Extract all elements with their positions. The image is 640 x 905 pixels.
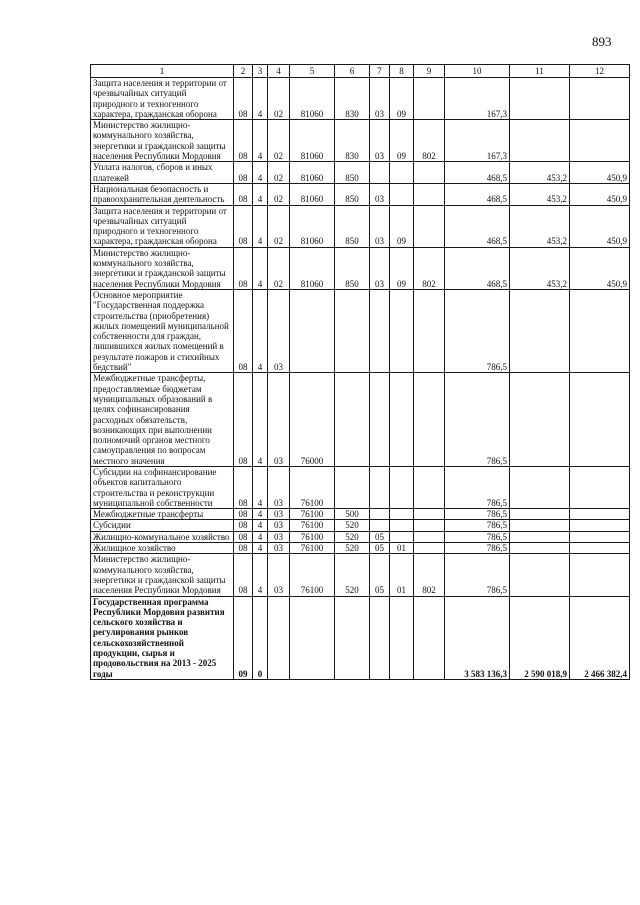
row-name-cell: Защита населения и территории от чрезвычайных ситуаций природного и техногенного характера, гражданская оборона: [91, 78, 234, 120]
value-cell: [414, 183, 445, 205]
value-cell: 08: [234, 120, 253, 162]
value-cell: [268, 596, 290, 679]
value-cell: [570, 520, 630, 531]
value-cell: 520: [335, 543, 370, 554]
row-name-cell: Министерство жилищно-коммунального хозяйства, энергетики и гражданской защиты населения Республики Мордовия: [91, 247, 234, 289]
value-cell: 4: [253, 120, 268, 162]
value-cell: 08: [234, 205, 253, 247]
table-row: [91, 520, 630, 531]
value-cell: [370, 596, 390, 679]
header-cell: 4: [268, 65, 290, 78]
header-cell: 11: [510, 65, 570, 78]
value-cell: 850: [335, 247, 370, 289]
value-cell: [570, 554, 630, 596]
value-cell: 850: [335, 205, 370, 247]
value-cell: [370, 509, 390, 520]
budget-table: [90, 64, 630, 680]
row-name-cell: Министерство жилищно-коммунального хозяйства, энергетики и гражданской защиты населения Республики Мордовия: [91, 554, 234, 596]
value-cell: 03: [370, 205, 390, 247]
table-row: [91, 183, 630, 205]
value-cell: 03: [268, 373, 290, 467]
row-name-cell: Уплата налогов, сборов и иных платежей: [91, 162, 234, 184]
value-cell: 4: [253, 520, 268, 531]
value-cell: [390, 509, 414, 520]
row-name-cell: Субсидии: [91, 520, 234, 531]
value-cell: 786,5: [445, 554, 510, 596]
value-cell: [414, 162, 445, 184]
value-cell: 468,5: [445, 162, 510, 184]
value-cell: [510, 78, 570, 120]
value-cell: [390, 162, 414, 184]
header-cell: 5: [290, 65, 335, 78]
value-cell: [390, 289, 414, 372]
value-cell: [570, 373, 630, 467]
table-body: [91, 78, 630, 680]
value-cell: [370, 373, 390, 467]
value-cell: [570, 289, 630, 372]
table-row: [91, 531, 630, 542]
value-cell: 03: [370, 247, 390, 289]
value-cell: [570, 531, 630, 542]
value-cell: [510, 531, 570, 542]
value-cell: [414, 596, 445, 679]
value-cell: 4: [253, 554, 268, 596]
header-cell: 2: [234, 65, 253, 78]
value-cell: 76100: [290, 520, 335, 531]
header-cell: 3: [253, 65, 268, 78]
value-cell: 786,5: [445, 520, 510, 531]
value-cell: 802: [414, 120, 445, 162]
value-cell: 08: [234, 509, 253, 520]
value-cell: [570, 543, 630, 554]
value-cell: 786,5: [445, 289, 510, 372]
value-cell: 468,5: [445, 205, 510, 247]
value-cell: 81060: [290, 183, 335, 205]
value-cell: [414, 466, 445, 508]
value-cell: 08: [234, 543, 253, 554]
value-cell: [414, 373, 445, 467]
value-cell: 08: [234, 78, 253, 120]
value-cell: 786,5: [445, 531, 510, 542]
row-name-cell: Межбюджетные трансферты: [91, 509, 234, 520]
value-cell: 02: [268, 120, 290, 162]
value-cell: [370, 289, 390, 372]
value-cell: 03: [268, 509, 290, 520]
header-cell: 10: [445, 65, 510, 78]
value-cell: [390, 466, 414, 508]
value-cell: [390, 373, 414, 467]
value-cell: [335, 596, 370, 679]
value-cell: [570, 466, 630, 508]
value-cell: 09: [234, 596, 253, 679]
value-cell: 2 590 018,9: [510, 596, 570, 679]
table-row: [91, 554, 630, 596]
value-cell: 81060: [290, 247, 335, 289]
value-cell: [570, 509, 630, 520]
value-cell: 05: [370, 554, 390, 596]
value-cell: 09: [390, 247, 414, 289]
value-cell: 468,5: [445, 183, 510, 205]
header-cell: 12: [570, 65, 630, 78]
value-cell: 02: [268, 205, 290, 247]
value-cell: [335, 466, 370, 508]
table-row: [91, 205, 630, 247]
value-cell: [510, 120, 570, 162]
header-row: [91, 65, 630, 78]
value-cell: 4: [253, 543, 268, 554]
value-cell: 09: [390, 78, 414, 120]
value-cell: 4: [253, 531, 268, 542]
value-cell: 03: [370, 78, 390, 120]
value-cell: [414, 78, 445, 120]
value-cell: 802: [414, 247, 445, 289]
value-cell: 76100: [290, 554, 335, 596]
value-cell: 08: [234, 373, 253, 467]
value-cell: 02: [268, 183, 290, 205]
header-cell: 7: [370, 65, 390, 78]
value-cell: 450,9: [570, 205, 630, 247]
value-cell: [510, 520, 570, 531]
value-cell: 08: [234, 466, 253, 508]
value-cell: 453,2: [510, 247, 570, 289]
row-name-cell: Жилищно-коммунальное хозяйство: [91, 531, 234, 542]
table-row: [91, 466, 630, 508]
table-row: [91, 247, 630, 289]
value-cell: 520: [335, 531, 370, 542]
value-cell: 03: [268, 289, 290, 372]
value-cell: [414, 531, 445, 542]
header-cell: 9: [414, 65, 445, 78]
value-cell: 786,5: [445, 466, 510, 508]
value-cell: 802: [414, 554, 445, 596]
value-cell: 167,3: [445, 78, 510, 120]
table-row: [91, 120, 630, 162]
value-cell: 81060: [290, 162, 335, 184]
value-cell: [414, 289, 445, 372]
value-cell: 81060: [290, 78, 335, 120]
value-cell: 450,9: [570, 247, 630, 289]
value-cell: 453,2: [510, 205, 570, 247]
table-row: [91, 78, 630, 120]
value-cell: 05: [370, 531, 390, 542]
value-cell: [290, 596, 335, 679]
value-cell: 76100: [290, 509, 335, 520]
table-row: [91, 162, 630, 184]
table-row: [91, 289, 630, 372]
header-cell: 6: [335, 65, 370, 78]
value-cell: 453,2: [510, 183, 570, 205]
value-cell: 02: [268, 247, 290, 289]
value-cell: [335, 373, 370, 467]
value-cell: [510, 554, 570, 596]
value-cell: 08: [234, 162, 253, 184]
value-cell: 2 466 382,4: [570, 596, 630, 679]
value-cell: 3 583 136,3: [445, 596, 510, 679]
row-name-cell: Государственная программа Республики Мордовия развития сельского хозяйства и регулирования рынков сельскохозяйственной продукции, сырья и продовольствия на 2013 - 2025 годы: [91, 596, 234, 679]
value-cell: 76100: [290, 466, 335, 508]
value-cell: [570, 120, 630, 162]
value-cell: 850: [335, 183, 370, 205]
value-cell: 786,5: [445, 543, 510, 554]
value-cell: 500: [335, 509, 370, 520]
value-cell: [370, 162, 390, 184]
row-name-cell: Министерство жилищно-коммунального хозяйства, энергетики и гражданской защиты населения Республики Мордовия: [91, 120, 234, 162]
value-cell: [570, 78, 630, 120]
row-name-cell: Межбюджетные трансферты, предоставляемые бюджетам муниципальных образований в целях софинансирования расходных обязательств, возникающих при выполнении полномочий органов местного самоуправления по вопросам местного значения: [91, 373, 234, 467]
value-cell: 4: [253, 289, 268, 372]
value-cell: 450,9: [570, 183, 630, 205]
value-cell: [370, 520, 390, 531]
value-cell: 03: [268, 466, 290, 508]
value-cell: 4: [253, 205, 268, 247]
value-cell: 08: [234, 289, 253, 372]
row-name-cell: Жилищное хозяйство: [91, 543, 234, 554]
row-name-cell: Субсидии на софинансирование объектов капитального строительства и реконструкции муниципальной собственности: [91, 466, 234, 508]
header-cell: 1: [91, 65, 234, 78]
value-cell: 01: [390, 554, 414, 596]
value-cell: 08: [234, 247, 253, 289]
value-cell: 450,9: [570, 162, 630, 184]
value-cell: [390, 531, 414, 542]
value-cell: 4: [253, 162, 268, 184]
value-cell: 08: [234, 183, 253, 205]
value-cell: 4: [253, 247, 268, 289]
value-cell: 76000: [290, 373, 335, 467]
table-row: [91, 509, 630, 520]
row-name-cell: Основное мероприятие "Государственная поддержка строительства (приобретения) жилых помещений муниципальной собственности для граждан, лишившихся жилых помещений в результате пожаров и стихийных бедствий": [91, 289, 234, 372]
value-cell: [510, 466, 570, 508]
table-row: [91, 543, 630, 554]
row-name-cell: Национальная безопасность и правоохранительная деятельность: [91, 183, 234, 205]
value-cell: [414, 520, 445, 531]
value-cell: 0: [253, 596, 268, 679]
table-row: [91, 596, 630, 679]
value-cell: 76100: [290, 543, 335, 554]
value-cell: [414, 543, 445, 554]
row-name-cell: Защита населения и территории от чрезвычайных ситуаций природного и техногенного характера, гражданская оборона: [91, 205, 234, 247]
table-row: [91, 373, 630, 467]
value-cell: 76100: [290, 531, 335, 542]
value-cell: 03: [268, 543, 290, 554]
value-cell: 05: [370, 543, 390, 554]
value-cell: 08: [234, 520, 253, 531]
value-cell: [510, 373, 570, 467]
value-cell: 4: [253, 466, 268, 508]
value-cell: 453,2: [510, 162, 570, 184]
value-cell: [390, 520, 414, 531]
value-cell: 08: [234, 554, 253, 596]
value-cell: [510, 289, 570, 372]
value-cell: [414, 509, 445, 520]
value-cell: 830: [335, 120, 370, 162]
value-cell: 4: [253, 183, 268, 205]
value-cell: 167,3: [445, 120, 510, 162]
value-cell: [390, 183, 414, 205]
value-cell: 520: [335, 554, 370, 596]
value-cell: 81060: [290, 205, 335, 247]
value-cell: 850: [335, 162, 370, 184]
value-cell: [414, 205, 445, 247]
value-cell: 09: [390, 120, 414, 162]
value-cell: 03: [370, 183, 390, 205]
value-cell: [290, 289, 335, 372]
value-cell: [335, 289, 370, 372]
value-cell: 520: [335, 520, 370, 531]
value-cell: 02: [268, 78, 290, 120]
value-cell: 03: [268, 554, 290, 596]
value-cell: [510, 509, 570, 520]
value-cell: [390, 596, 414, 679]
value-cell: [510, 543, 570, 554]
value-cell: 468,5: [445, 247, 510, 289]
value-cell: 03: [268, 531, 290, 542]
value-cell: [370, 466, 390, 508]
value-cell: 03: [268, 520, 290, 531]
value-cell: 4: [253, 509, 268, 520]
value-cell: 09: [390, 205, 414, 247]
value-cell: 08: [234, 531, 253, 542]
value-cell: 4: [253, 373, 268, 467]
value-cell: 81060: [290, 120, 335, 162]
value-cell: 786,5: [445, 509, 510, 520]
value-cell: 786,5: [445, 373, 510, 467]
value-cell: 02: [268, 162, 290, 184]
value-cell: 03: [370, 120, 390, 162]
value-cell: 4: [253, 78, 268, 120]
value-cell: 01: [390, 543, 414, 554]
page-number: 893: [592, 34, 612, 49]
header-cell: 8: [390, 65, 414, 78]
value-cell: 830: [335, 78, 370, 120]
